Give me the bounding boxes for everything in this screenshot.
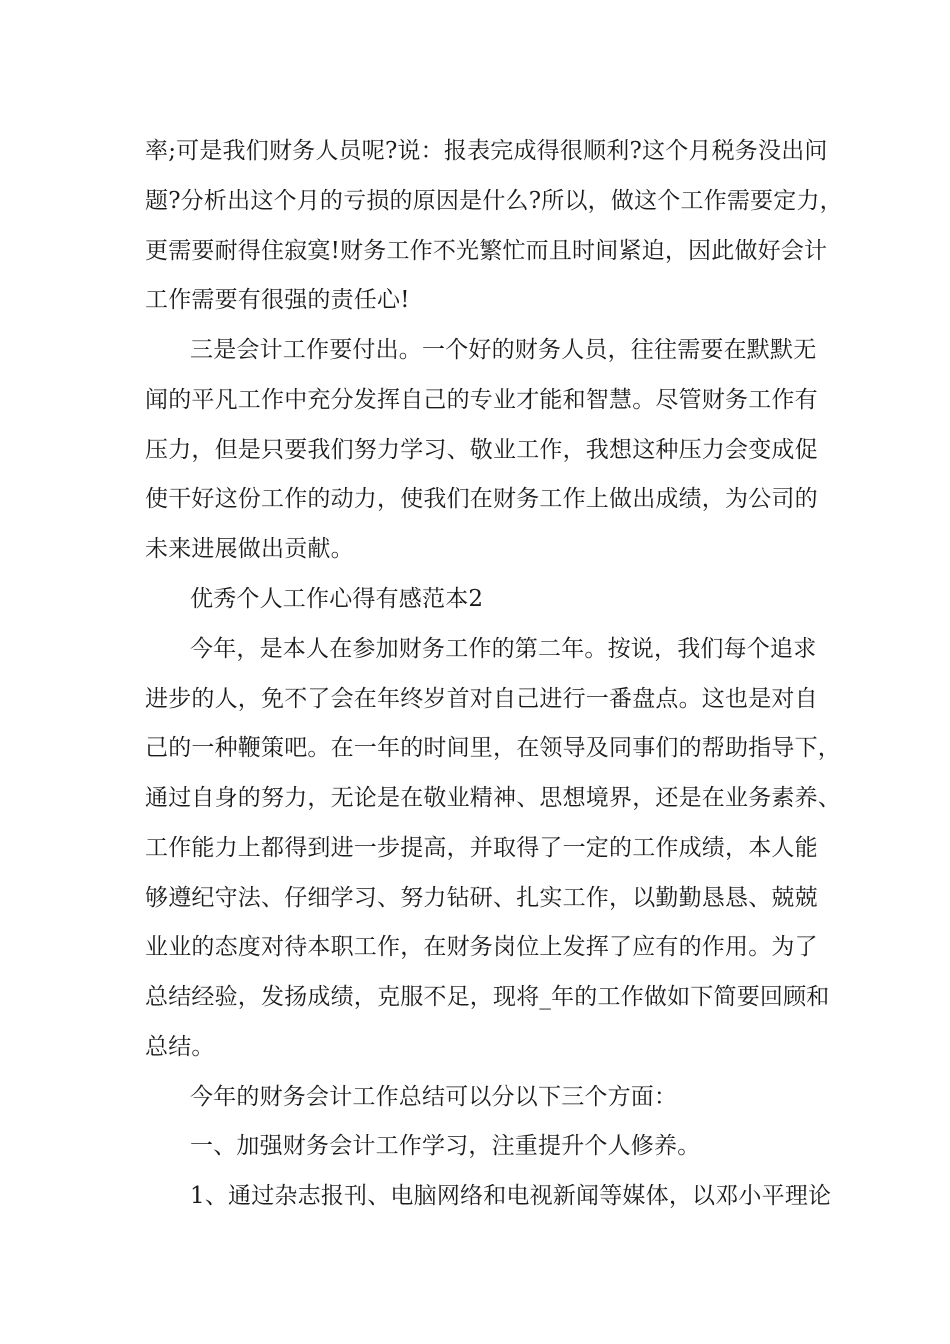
- text-line: 率;可是我们财务人员呢?说：报表完成得很顺利?这个月税务没出问: [145, 138, 828, 164]
- paragraph-first-line: 1、通过杂志报刊、电脑网络和电视新闻等媒体，以邓小平理论: [190, 1183, 832, 1209]
- paragraph-first-line: 三是会计工作要付出。一个好的财务人员，往往需要在默默无: [190, 337, 817, 363]
- paragraph-first-line: 今年的财务会计工作总结可以分以下三个方面：: [190, 1084, 678, 1110]
- text-line: 进步的人，免不了会在年终岁首对自己进行一番盘点。这也是对自: [145, 686, 818, 712]
- text-line: 己的一种鞭策吧。在一年的时间里，在领导及同事们的帮助指导下，: [145, 735, 841, 761]
- text-line: 总结。: [145, 1034, 215, 1060]
- text-line: 压力，但是只要我们努力学习、敬业工作，我想这种压力会变成促: [145, 437, 818, 463]
- text-line: 总结经验，发扬成绩，克服不足，现将_年的工作做如下简要回顾和: [145, 984, 830, 1010]
- text-line: 使干好这份工作的动力，使我们在财务工作上做出成绩，为公司的: [145, 486, 818, 512]
- text-line: 未来进展做出贡献。: [145, 536, 354, 562]
- text-line: 工作能力上都得到进一步提高，并取得了一定的工作成绩，本人能: [145, 835, 818, 861]
- paragraph-first-line: 今年，是本人在参加财务工作的第二年。按说，我们每个追求: [190, 636, 817, 662]
- text-line: 题?分析出这个月的亏损的原因是什么?所以，做这个工作需要定力，: [145, 188, 843, 214]
- text-line: 更需要耐得住寂寞!财务工作不光繁忙而且时间紧迫，因此做好会计: [145, 238, 828, 264]
- paragraph-first-line: 一、加强财务会计工作学习，注重提升个人修养。: [190, 1133, 701, 1159]
- section-heading: 优秀个人工作心得有感范本2: [190, 586, 484, 612]
- text-line: 通过自身的努力，无论是在敬业精神、思想境界，还是在业务素养、: [145, 785, 841, 811]
- text-line: 工作需要有很强的责任心!: [145, 287, 410, 313]
- text-line: 够遵纪守法、仔细学习、努力钻研、扎实工作，以勤勤恳恳、兢兢: [145, 885, 818, 911]
- text-line: 业业的态度对待本职工作，在财务岗位上发挥了应有的作用。为了: [145, 934, 818, 960]
- text-line: 闻的平凡工作中充分发挥自己的专业才能和智慧。尽管财务工作有: [145, 387, 818, 413]
